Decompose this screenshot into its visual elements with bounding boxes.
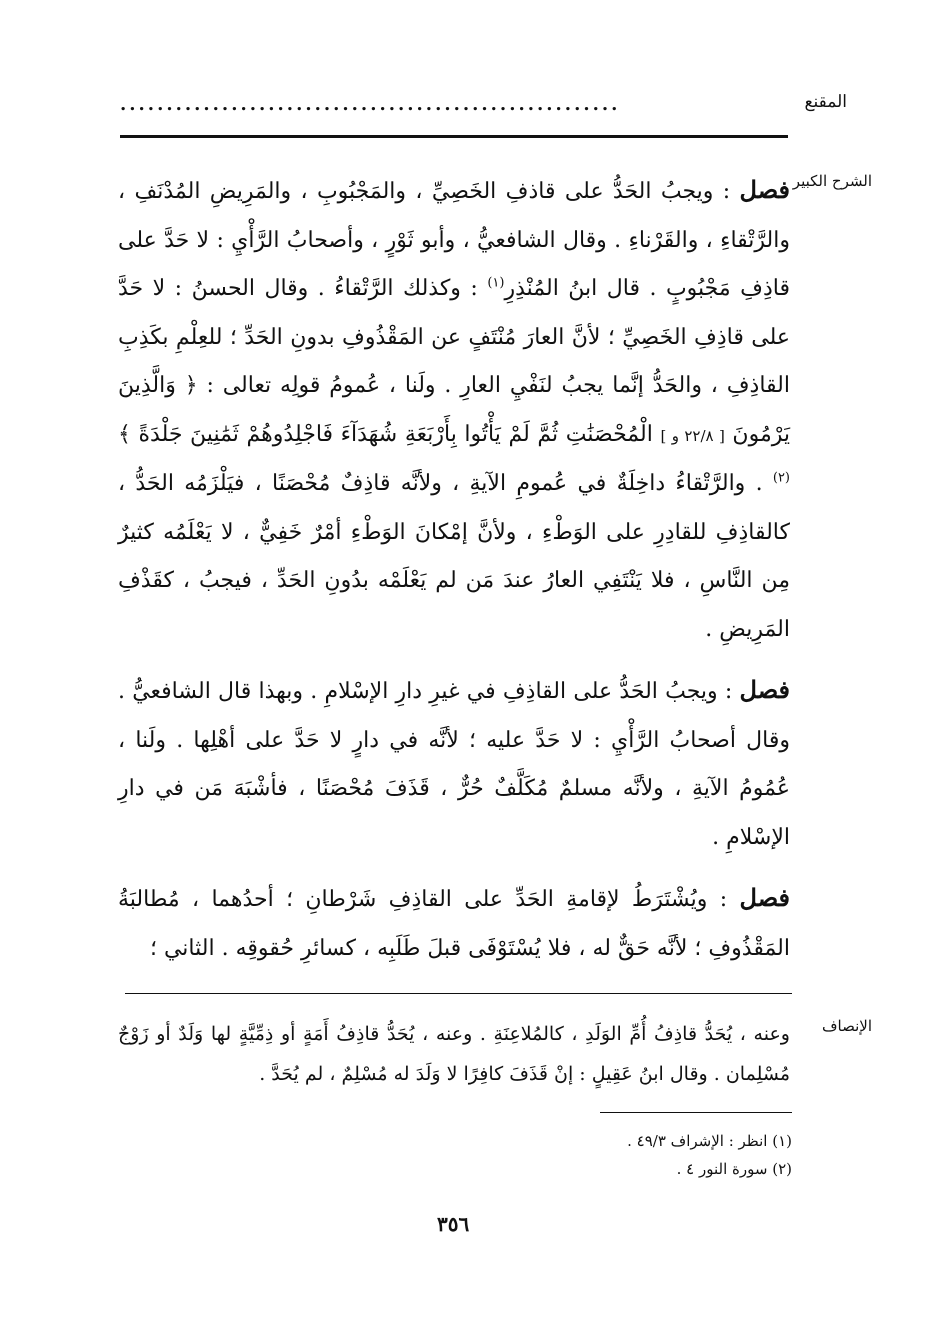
side-label-sharh: الشرح الكبير	[792, 172, 872, 190]
header-rule	[120, 135, 788, 138]
paragraph-2-text: : ويجبُ الحَدُّ على القاذِفِ في غيرِ دارِ الإسْلامِ . وبهذا قال الشافعيُّ . وقال أصحابُ الرَّأْيِ : لا حَدَّ عليه ؛ لأنَّه في دارٍ لا حَدَّ على أهْلِها . ولَنا ، عُمُومُ الآيةِ ، ولأنَّه مسلمٌ مُكَلَّفٌ حُرٌّ ، قَذَفَ مُحْصَنًا ، فأشْبَهَ مَن في دارِ الإسْلامِ .	[118, 679, 790, 850]
manuscript-ref: [ ٢٢/٨ و ]	[660, 426, 725, 445]
footnote-marker-1[interactable]: (١)	[487, 275, 505, 291]
paragraph-1	[118, 166, 790, 654]
section-heading-fasl: فصل	[739, 675, 791, 704]
footnotes	[627, 1127, 792, 1183]
paragraph-1-text-b: : وكذلك الرَّتْقاءُ . وقال الحسنُ : لا حَدَّ على قاذِفِ الخَصِيِّ ؛ لأنَّ العارَ مُنْتَفٍ عن المَقْذُوفِ بدونِ الحَدِّ ؛ للعِلْمِ بكَذِبِ القاذِفِ ، والحَدُّ إنَّما يجبُ لنَفْيِ العارِ . ولَنا ، عُمومُ قولِه تعالى : ﴿ وَالَّذِينَ يَرْمُونَ	[118, 276, 790, 447]
paragraph-3-text: : ويُشْتَرَطُ لإقامةِ الحَدِّ على القاذِفِ شَرْطانِ ؛ أحدُهما ، مُطالبَةُ المَقْذُوفِ ؛ لأنَّه حَقٌّ له ، فلا يُسْتَوْفَى قبلَ طَلَبِه ، كسائرِ حُقوقِه . الثاني ؛	[118, 887, 790, 961]
running-title: المقنع	[804, 92, 847, 112]
paragraph-2	[118, 666, 790, 862]
paragraph-3	[118, 874, 790, 973]
paragraph-1-text-a: : ويجبُ الحَدُّ على قاذفِ الخَصِيِّ ، والمَجْبُوبِ ، والمَرِيضِ المُدْنَفِ ، والرَّتْقاءِ ، والقَرْناءِ . وقال الشافعيُّ ، وأبو ثَوْرٍ ، وأصحابُ الرَّأْيِ : لا حَدَّ على قاذِفِ مَجْبُوبٍ . قال ابنُ المُنْذِرِ	[118, 179, 790, 301]
section-divider	[125, 993, 792, 994]
footnote-1: (١) انظر : الإشراف ٤٩/٣ .	[627, 1132, 792, 1150]
paragraph-1-text-d: . والرَّتْقاءُ داخِلَةٌ في عُمومِ الآيةِ ، ولأنَّه قاذِفٌ مُحْصَنًا ، فيَلْزَمُه الحَدُّ ، كالقاذِفِ للقادِرِ على الوَطْءِ ، ولأنَّ إمْكانَ الوَطْءِ أمْرٌ خَفِيٌّ ، لا يَعْلَمُه كثيرٌ مِن النَّاسِ ، فلا يَنْتَفِي العارُ عندَ مَن لم يَعْلَمْه بدُونِ الحَدِّ ، فيجبُ ، كقَذْفِ المَرِيضِ .	[118, 471, 790, 642]
section-heading-fasl: فصل	[739, 175, 790, 204]
footnote-marker-2[interactable]: (٢)	[772, 470, 790, 486]
main-text-block	[118, 166, 790, 985]
header-dotted-line: ......................................................	[120, 98, 621, 112]
insaf-text: وعنه ، يُحَدُّ قاذِفُ أُمِّ الوَلَدِ ، كالمُلاعِنَةِ . وعنه ، يُحَدُّ قاذِفُ أَمَةٍ أو ذِمِّيَّةٍ لها وَلَدٌ أو زَوْجٌ مُسْلِمان . وقال ابنُ عَقِيلٍ : إنْ قَذَفَ كافِرًا لا وَلَدَ له مُسْلِمٌ ، لم يُحَدَّ .	[118, 1023, 790, 1085]
side-label-insaf: الإنصاف	[821, 1017, 872, 1035]
quran-verse: الْمُحْصَنَٰتِ ثُمَّ لَمْ يَأْتُوا بِأَرْبَعَةِ شُهَدَآءَ فَاجْلِدُوهُمْ ثَمَٰنِينَ جَلْدَةً ﴾	[118, 421, 653, 447]
page-number: ٣٥٦	[437, 1212, 470, 1236]
section-heading-fasl: فصل	[739, 883, 790, 912]
footnote-rule	[600, 1112, 792, 1113]
footnote-2: (٢) سورة النور ٤ .	[676, 1160, 792, 1178]
